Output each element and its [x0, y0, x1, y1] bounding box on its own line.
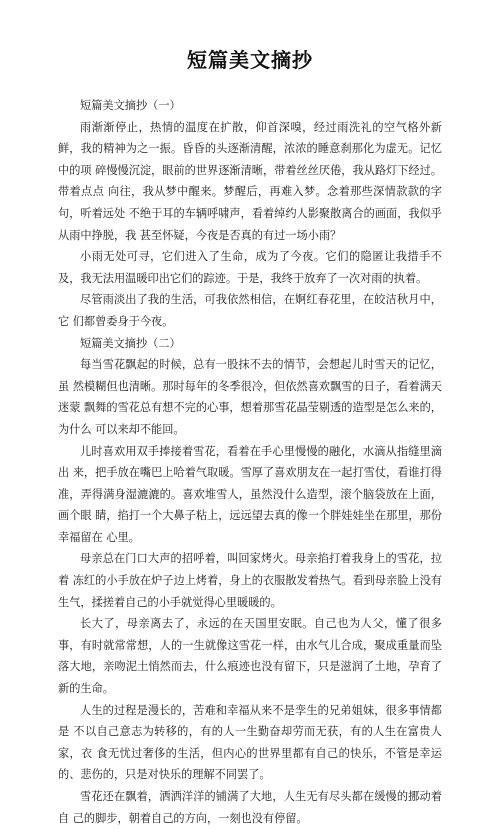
paragraph: 人生的过程是漫长的，苦难和幸福从来不是孪生的兄弟姐妹，很多事情都是 不以自己意志为转移的，有的人一生勤奋却劳而无获，有的人生在富贵人家，衣 食无忧过奢侈的生活，但内心的世界里都有自己的快乐，不管是幸运的、悲伤的，只是对快乐的理解不同罢了。 [58, 703, 442, 782]
section-heading: 短篇美文摘抄（一） [80, 99, 181, 112]
paragraph: 每当雪花飘起的时候，总有一股抹不去的情节，会想起儿时雪天的记忆，虽 然模糊但也清晰。那时每年的冬季很冷，但依然喜欢飘雪的日子，看着满天迷蒙 飘舞的雪花总有想不完的心事，想着那雪花晶莹剔透的造型是怎么来的，为什么 可以来却不能回。 [58, 358, 442, 436]
paragraph: 儿时喜欢用双手捧接着雪花，看着在手心里慢慢的融化，水滴从指缝里滴出 来，把手放在嘴巴上哈着气取暖。雪厚了喜欢朋友在一起打雪仗，看谁打得准，弄得满身湿漉漉的。喜欢堆雪人，虽然没什么造型，滚个脑袋放在上面，画个眼 睛，掐打一个大鼻子粘上，远远望去真的像一个胖娃娃坐在那里，那份幸福留在 心里。 [58, 444, 442, 544]
paragraph: 尽管雨淡出了我的生活，可我依然相信，在婀红春花里，在皎洁秋月中，它 们都曾委身于今夜。 [58, 293, 442, 328]
paragraph: 母亲总在门口大声的招呼着，叫回家烤火。母亲掐打着我身上的雪花，拉着 冻红的小手放在炉子边上烤着，身上的衣服散发着热气。看到母亲脸上没有生气，揉搓着自己的小手就觉得心里暖暖的。 [58, 552, 442, 609]
paragraph: 长大了，母亲离去了，永远的在天国里安眠。自己也为人父，懂了很多事，有时就常常想，人的一生就像这雪花一样，由水气儿合成，聚成重量而坠落大地，亲吻泥土悄然而去，什么痕迹也没有留下，只是滋润了土地，孕育了新的生命。 [58, 617, 442, 696]
paragraph: 小雨无处可寻，它们进入了生命，成为了今夜。它们的隐匿让我措手不及，我无法用温暖印出它们的踪迹。于是，我终于放弃了一次对雨的执着。 [58, 250, 442, 285]
section-heading: 短篇美文摘抄（二） [80, 336, 181, 350]
paragraph: 雪花还在飘着，洒洒洋洋的铺满了大地，人生无有尽头都在缓慢的挪动着自 己的脚步，朝着自己的方向，一刻也没有停留。 [58, 790, 442, 825]
paragraph: 雨渐渐停止，热情的温度在扩散，仰首深嗅，经过雨洗礼的空气格外新鲜，我的精神为之一振。昏昏的头逐渐清醒，浓浓的睡意刹那化为虚无。记忆中的项 碎慢慢沉淀，眼前的世界逐渐清晰，带着丝丝厌倦，我从路灯下经过。带着点点 向往，我从梦中醒来。梦醒后，再难入梦。念着那些深情款款的字句，听着远处 不绝于耳的车辆呼啸声，看着绰约人影聚散离合的画面，我似乎从雨中挣脱，我 甚至怀疑，今夜是否真的有过一场小雨？ [58, 120, 442, 242]
page-title: 短篇美文摘抄 [187, 48, 313, 72]
article-body [58, 95, 442, 829]
